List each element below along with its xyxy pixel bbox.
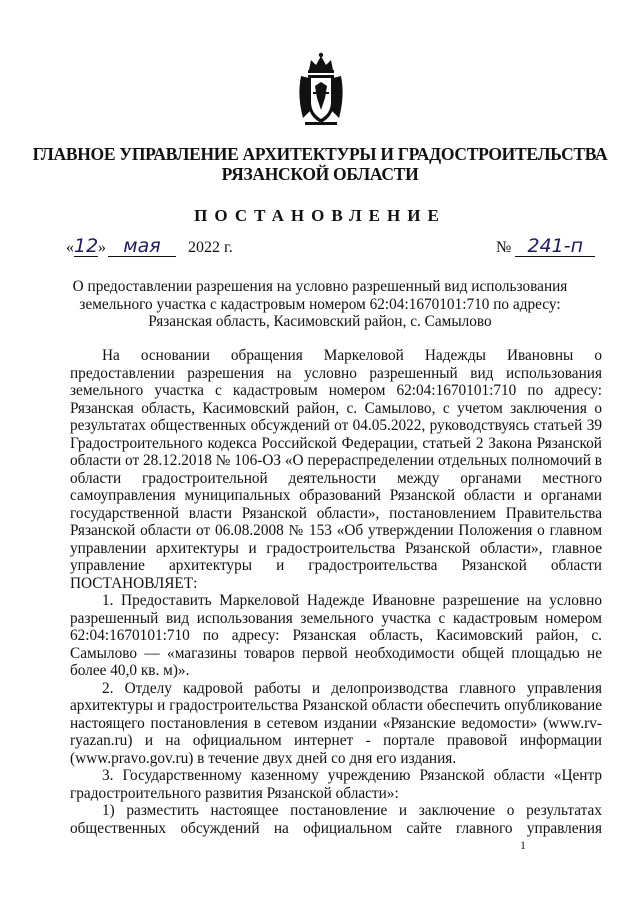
date-quote-close: » [98, 239, 106, 256]
number-sign: № [496, 239, 512, 256]
subject-line: Рязанская область, Касимовский район, с. Самылово [148, 313, 492, 330]
date-day: 12 [74, 235, 99, 257]
subject-line: О предоставлении разрешения на условно разрешенный вид использования [72, 278, 568, 295]
document-subject [70, 278, 570, 331]
date-year: 2022 г. [188, 239, 233, 256]
item-1-paragraph: 1. Предоставить Маркеловой Надежде Ивановне разрешение на условно разрешенный вид использования земельного участка с кадастровым номером 62:04:1670101:710 по адресу: Рязанская область, Касимовский район, с. Самылово — «магазины товаров первой необходимости общей площадью не более 40,0 кв. м)». [70, 592, 602, 679]
organization-name-line1: ГЛАВНОЕ УПРАВЛЕНИЕ АРХИТЕКТУРЫ И ГРАДОСТРОИТЕЛЬСТВА [32, 144, 608, 164]
date-month: мая [108, 236, 176, 257]
decree-word: ПОСТАНОВЛЯЕТ: [70, 574, 198, 592]
date-quote-open: « [66, 239, 74, 256]
item-3-paragraph: 3. Государственному казенному учреждению Рязанской области «Центр градостроительного развития Рязанской области»: [70, 767, 602, 802]
item-2-paragraph: 2. Отделу кадровой работы и делопроизводства главного управления архитектуры и градостроительства Рязанской области обеспечить опубликование настоящего постановления в сетевом издании «Рязанские ведомости» (www.rv-ryazan.ru) и на официальном интернет - портале правовой информации (www.pravo.gov.ru) в течение двух дней со дня его издания. [70, 679, 602, 767]
document-body [70, 347, 602, 837]
item-3-1-paragraph: 1) разместить настоящее постановление и заключение о результатах общественных обсуждений на официальном сайте главного управления [70, 802, 602, 837]
document-number [496, 236, 595, 257]
page-mark: 1 [520, 838, 526, 852]
preamble-paragraph: На основании обращения Маркеловой Надежды Ивановны о предоставлении разрешения на условно разрешенный вид использования земельного участка с кадастровым номером 62:04:1670101:710 по адресу: Рязанская область, Касимовский район, с. Самылово, с учетом заключения о результатах общественных обсуждений от 04.05.2022, руководствуясь статьей 39 Градостроительного кодекса Российской Федерации, статьей 2 Закона Рязанской области от 28.12.2018 № 106-ОЗ «О перераспределении отдельных полномочий в области градостроительной деятельности между органами местного самоуправления муниципальных образований Рязанской области и органами государственной власти Рязанской области», постановлением Правительства Рязанской области от 06.08.2008 № 153 «Об утверждении Положения о главном управлении архитектуры и градостроительства Рязанской области», главное управление архитектуры и градостроительства Рязанской области [70, 347, 602, 574]
subject-line: земельного участка с кадастровым номером 62:04:1670101:710 по адресу: [79, 295, 561, 313]
document-date [66, 236, 233, 257]
document-type-title: ПОСТАНОВЛЕНИЕ [194, 206, 446, 225]
number-value: 241-п [515, 236, 595, 257]
ryazan-coat-of-arms-icon [291, 52, 351, 128]
organization-name-line2: РЯЗАНСКОЙ ОБЛАСТИ [221, 164, 419, 184]
